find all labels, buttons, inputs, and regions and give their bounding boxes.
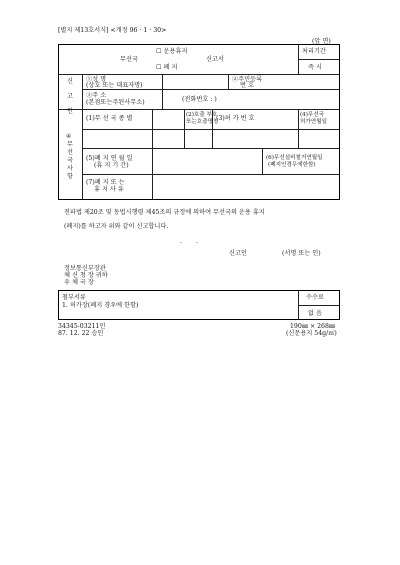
declaration-line-1: 전파법 제20조 및 동법시행령 제45조의 규정에 의하여 무선국의 운용 휴지 <box>64 209 265 216</box>
name-label-sub: (상호 또는 대표자명) <box>86 82 143 89</box>
name-field[interactable] <box>163 75 227 88</box>
station-label-4: 국 <box>67 157 73 164</box>
license-number-field[interactable] <box>213 130 297 147</box>
applicant-label-1: 신 <box>67 78 73 85</box>
addressee-line-2: 체 신 청 장 귀하 <box>64 272 108 279</box>
form-code: 34345-03211민 <box>58 323 106 330</box>
approval-date: 87. 12. 22 승인 <box>58 330 104 337</box>
license-date-field[interactable] <box>299 130 339 147</box>
resident-id-field[interactable] <box>270 75 338 88</box>
resident-id-label-sub: 번 호 <box>240 82 254 89</box>
attachment-item-1: 1. 허가장(폐지 경우에 한함) <box>62 302 139 309</box>
date-dot-2: · <box>196 240 198 247</box>
signer-label: 신고인 <box>229 250 247 257</box>
resident-id-label: ②주민등록 <box>232 76 263 83</box>
phone-label: (전화번호 : ) <box>182 96 217 103</box>
paper-type: (신문용지 54g/㎡) <box>286 330 337 337</box>
equipment-removal-label: (6)무선설비철거연월일 <box>266 155 323 161</box>
license-number-label: (3)허 가 번 호 <box>216 115 255 122</box>
address-label-sub: (본점또는주된사무소) <box>86 99 145 106</box>
name-label: ①성 명 <box>86 76 107 83</box>
option-suspend-checkbox[interactable]: ☐ 운용휴지 <box>156 48 188 55</box>
abolish-date-label: (5)폐 지 연 월 일 <box>86 155 133 162</box>
processing-period-label: 처리기간 <box>302 48 326 55</box>
station-type-field[interactable] <box>153 110 183 128</box>
reason-label-sub: 휴 지 사 유 <box>94 186 124 193</box>
declaration-line-2: (폐지)를 하고자 위와 같이 신고합니다. <box>64 223 169 230</box>
station-label-2: 무 <box>67 141 73 148</box>
title-suffix: 신고서 <box>206 56 224 63</box>
abolish-date-label-sub: (휴 지 기 간) <box>94 162 129 169</box>
station-type-label: (1)무 선 국 종 별 <box>86 115 133 122</box>
title-prefix: 무선국 <box>120 56 138 63</box>
paper-size: 190㎜ × 268㎜ <box>290 323 336 330</box>
addressee-line-1: 정보통신부장관 <box>64 265 106 272</box>
callsign-label: (2)호출 부호 <box>186 112 218 118</box>
form-id: [별지 제13호서식] <개정 96 · 1 · 30> <box>58 27 167 34</box>
processing-period-value: 즉 시 <box>308 64 322 71</box>
attachments-label: 첨부서류 <box>62 294 86 301</box>
fee-label: 수수료 <box>306 294 324 301</box>
license-date-label-sub: 허가연월일 <box>300 119 328 125</box>
applicant-label-3: 인 <box>67 108 73 115</box>
address-field[interactable] <box>163 90 338 108</box>
addressee-line-3: 우 체 국 장 <box>64 279 94 286</box>
abolish-date-field[interactable] <box>153 149 261 173</box>
signature-note: (서명 또는 인) <box>282 250 321 257</box>
address-label: ③주 소 <box>86 92 107 99</box>
callsign-label-sub: 또는호출명칭 <box>186 119 219 125</box>
station-label-6: 항 <box>67 173 73 180</box>
callsign-field[interactable] <box>185 130 211 147</box>
station-label-1: ④ <box>66 133 72 140</box>
page-side-label: (앞 면) <box>312 38 331 45</box>
date-dot-1: · <box>180 240 182 247</box>
applicant-label-2: 고 <box>67 93 73 100</box>
option-abolish-checkbox[interactable]: ☐ 폐 지 <box>156 64 178 71</box>
reason-label: (7)폐 지 또 는 <box>86 179 125 186</box>
station-label-3: 선 <box>67 149 73 156</box>
equipment-removal-label-sub: (폐지인경우에한함) <box>268 162 316 168</box>
fee-value: 없 음 <box>308 310 322 317</box>
station-label-5: 사 <box>67 165 73 172</box>
license-date-label: (4)무선국 <box>300 112 325 118</box>
reason-field[interactable] <box>153 175 339 199</box>
